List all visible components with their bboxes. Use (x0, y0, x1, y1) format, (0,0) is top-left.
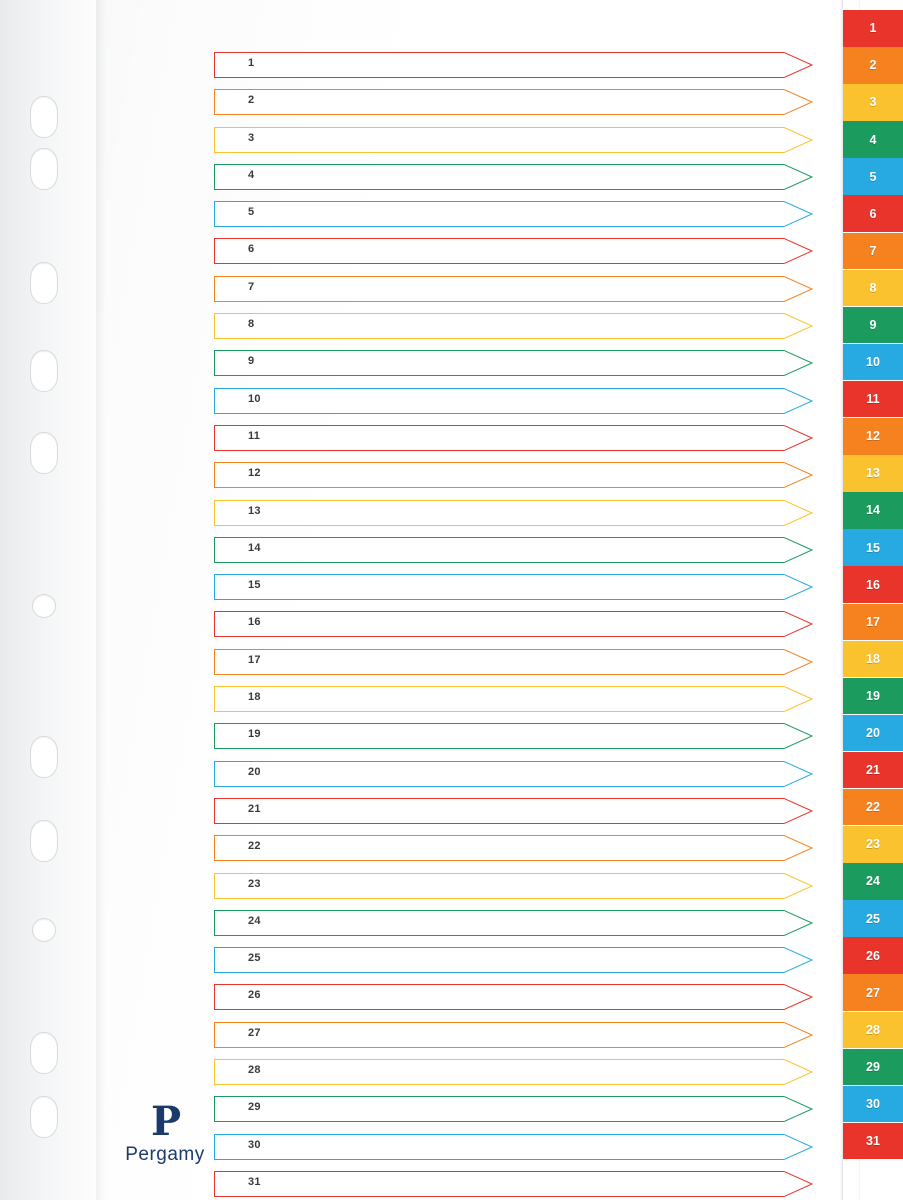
colour-tab-label: 10 (866, 355, 880, 370)
row-number: 5 (248, 206, 255, 219)
row-bar (214, 984, 784, 1010)
row-number: 7 (248, 280, 255, 293)
divider-row (214, 835, 834, 861)
colour-tab (843, 604, 903, 641)
divider-row (214, 947, 834, 973)
divider-row (214, 89, 834, 115)
row-number: 18 (248, 691, 261, 704)
colour-tab-label: 31 (866, 1134, 880, 1149)
colour-tab-label: 3 (869, 95, 877, 110)
row-bar (214, 835, 784, 861)
divider-row (214, 611, 834, 637)
row-arrow-icon (784, 462, 814, 488)
row-number: 13 (248, 504, 261, 517)
row-bar (214, 462, 784, 488)
row-bar (214, 127, 784, 153)
row-arrow-icon (784, 313, 814, 339)
colour-tab (843, 752, 903, 789)
numbered-row-list (214, 52, 834, 1200)
punch-hole (30, 350, 58, 392)
colour-tab (843, 529, 903, 566)
row-bar (214, 1171, 784, 1197)
row-arrow-icon (784, 1096, 814, 1122)
punch-hole (30, 432, 58, 474)
row-arrow-icon (784, 649, 814, 675)
colour-tab (843, 937, 903, 974)
row-number: 16 (248, 616, 261, 629)
row-bar (214, 611, 784, 637)
row-arrow-icon (784, 1059, 814, 1085)
divider-row (214, 873, 834, 899)
divider-row (214, 1059, 834, 1085)
row-arrow-icon (784, 798, 814, 824)
colour-tab-label: 9 (869, 318, 877, 332)
row-number: 26 (248, 989, 261, 1002)
colour-tab (843, 195, 903, 232)
row-number: 6 (248, 243, 255, 256)
divider-row (214, 574, 834, 600)
row-arrow-icon (784, 611, 814, 637)
row-bar (214, 723, 784, 749)
colour-tab-label: 13 (866, 466, 880, 481)
row-bar (214, 910, 784, 936)
brand-logo (100, 1098, 230, 1166)
row-bar (214, 1096, 784, 1122)
row-arrow-icon (784, 835, 814, 861)
row-number: 9 (248, 355, 255, 368)
colour-tab-label: 28 (866, 1022, 880, 1037)
colour-tab-label: 5 (869, 169, 877, 184)
row-arrow-icon (784, 723, 814, 749)
colour-tab-label: 12 (866, 429, 880, 444)
row-arrow-icon (784, 984, 814, 1010)
divider-row (214, 1171, 834, 1197)
row-number: 19 (248, 728, 261, 741)
row-bar (214, 798, 784, 824)
punch-hole (30, 96, 58, 138)
row-number: 14 (248, 541, 261, 554)
punch-hole (32, 594, 56, 618)
row-arrow-icon (784, 500, 814, 526)
colour-tab-label: 6 (869, 206, 877, 221)
row-number: 21 (248, 802, 261, 815)
colour-tab (843, 900, 903, 937)
colour-tab-label: 2 (869, 58, 877, 73)
row-number: 8 (248, 318, 255, 331)
colour-tab (843, 455, 903, 492)
colour-tab-label: 24 (866, 874, 880, 889)
divider-row (214, 388, 834, 414)
colour-tab (843, 863, 903, 900)
row-bar (214, 537, 784, 563)
row-number: 29 (248, 1101, 261, 1114)
colour-tab (843, 789, 903, 826)
colour-tab (843, 1012, 903, 1049)
row-number: 17 (248, 653, 261, 666)
row-number: 2 (248, 94, 255, 107)
row-arrow-icon (784, 574, 814, 600)
colour-tab-label: 16 (866, 577, 880, 592)
punch-hole (30, 148, 58, 190)
row-bar (214, 1134, 784, 1160)
divider-row (214, 52, 834, 78)
punch-hole-column (0, 0, 96, 1200)
row-number: 22 (248, 840, 261, 853)
punch-hole (30, 820, 58, 862)
colour-tab (843, 121, 903, 158)
colour-tab-label: 7 (869, 243, 877, 258)
divider-row (214, 686, 834, 712)
row-arrow-icon (784, 89, 814, 115)
colour-tab (843, 158, 903, 195)
row-arrow-icon (784, 686, 814, 712)
colour-tab-label: 30 (866, 1096, 880, 1111)
punch-hole (30, 736, 58, 778)
row-arrow-icon (784, 761, 814, 787)
colour-tab-label: 21 (866, 763, 880, 778)
colour-tab (843, 47, 903, 84)
row-bar (214, 761, 784, 787)
row-number: 4 (248, 168, 255, 181)
colour-tab-label: 29 (866, 1059, 880, 1074)
row-number: 1 (248, 57, 255, 69)
row-arrow-icon (784, 276, 814, 302)
colour-tab (843, 1086, 903, 1123)
colour-tab (843, 826, 903, 863)
divider-row (214, 798, 834, 824)
row-bar (214, 89, 784, 115)
colour-tab-label: 27 (866, 985, 880, 1000)
punch-hole (30, 262, 58, 304)
row-arrow-icon (784, 350, 814, 376)
row-number: 12 (248, 467, 261, 480)
row-arrow-icon (784, 238, 814, 264)
row-arrow-icon (784, 388, 814, 414)
colour-tab (843, 233, 903, 270)
colour-tab-label: 23 (866, 837, 880, 852)
divider-row (214, 1096, 834, 1122)
colour-tab (843, 381, 903, 418)
colour-tab (843, 270, 903, 307)
colour-tab (843, 1123, 903, 1160)
row-bar (214, 686, 784, 712)
row-arrow-icon (784, 52, 814, 78)
row-number: 28 (248, 1064, 261, 1077)
punch-hole (30, 1032, 58, 1074)
row-number: 3 (248, 131, 255, 144)
colour-tab-label: 20 (866, 726, 880, 741)
colour-tab-label: 4 (869, 132, 877, 147)
row-bar (214, 238, 784, 264)
colour-tab-label: 25 (866, 911, 880, 926)
row-arrow-icon (784, 164, 814, 190)
colour-tab (843, 418, 903, 455)
row-number: 23 (248, 877, 261, 890)
row-arrow-icon (784, 910, 814, 936)
row-bar (214, 500, 784, 526)
row-arrow-icon (784, 201, 814, 227)
colour-tab-label: 22 (866, 800, 880, 815)
row-arrow-icon (784, 1022, 814, 1048)
divider-row (214, 1022, 834, 1048)
colour-tab-label: 19 (866, 688, 880, 703)
colour-tab (843, 84, 903, 121)
row-bar (214, 201, 784, 227)
row-number: 30 (248, 1138, 261, 1151)
divider-row (214, 276, 834, 302)
divider-row (214, 984, 834, 1010)
colour-tab-label: 15 (866, 540, 880, 555)
colour-tab (843, 344, 903, 381)
colour-tab-label: 8 (869, 280, 877, 295)
row-number: 31 (248, 1175, 261, 1188)
row-bar (214, 313, 784, 339)
row-bar (214, 1022, 784, 1048)
colour-tab-label: 11 (866, 392, 880, 407)
divider-row (214, 201, 834, 227)
row-bar (214, 649, 784, 675)
row-number: 20 (248, 765, 261, 778)
divider-row (214, 723, 834, 749)
divider-row (214, 1134, 834, 1160)
row-arrow-icon (784, 127, 814, 153)
colour-tab (843, 10, 903, 47)
row-arrow-icon (784, 1134, 814, 1160)
row-bar (214, 52, 784, 78)
divider-row (214, 127, 834, 153)
row-bar (214, 425, 784, 451)
row-bar (214, 1059, 784, 1085)
row-bar (214, 873, 784, 899)
colour-tab (843, 974, 903, 1011)
row-bar (214, 388, 784, 414)
colour-tab-label: 17 (866, 614, 880, 629)
divider-row (214, 761, 834, 787)
row-arrow-icon (784, 947, 814, 973)
divider-row (214, 462, 834, 488)
row-arrow-icon (784, 537, 814, 563)
colour-tab (843, 641, 903, 678)
row-number: 15 (248, 579, 261, 592)
punch-hole (30, 1096, 58, 1138)
colour-tab (843, 492, 903, 529)
row-number: 11 (248, 429, 261, 442)
divider-row (214, 910, 834, 936)
colour-tab (843, 678, 903, 715)
row-arrow-icon (784, 1171, 814, 1197)
divider-row (214, 500, 834, 526)
divider-row (214, 238, 834, 264)
colour-tab (843, 715, 903, 752)
row-bar (214, 574, 784, 600)
divider-row (214, 313, 834, 339)
colour-tab-label: 14 (866, 503, 880, 518)
divider-row (214, 164, 834, 190)
row-bar (214, 164, 784, 190)
row-bar (214, 947, 784, 973)
divider-row (214, 350, 834, 376)
row-number: 27 (248, 1026, 261, 1039)
divider-row (214, 537, 834, 563)
row-arrow-icon (784, 873, 814, 899)
row-arrow-icon (784, 425, 814, 451)
colour-tab-strip (843, 10, 903, 1160)
colour-tab-label: 1 (869, 21, 877, 36)
colour-tab (843, 566, 903, 603)
brand-name: Pergamy (125, 1144, 205, 1165)
row-bar (214, 276, 784, 302)
row-number: 25 (248, 952, 261, 965)
row-number: 24 (248, 914, 261, 927)
colour-tab (843, 1049, 903, 1086)
colour-tab (843, 307, 903, 344)
punch-hole (32, 918, 56, 942)
colour-tab-label: 26 (866, 948, 880, 963)
row-number: 10 (248, 392, 261, 405)
divider-row (214, 649, 834, 675)
row-bar (214, 350, 784, 376)
colour-tab-label: 18 (866, 651, 880, 666)
divider-row (214, 425, 834, 451)
brand-mark-icon: P (150, 1098, 180, 1145)
